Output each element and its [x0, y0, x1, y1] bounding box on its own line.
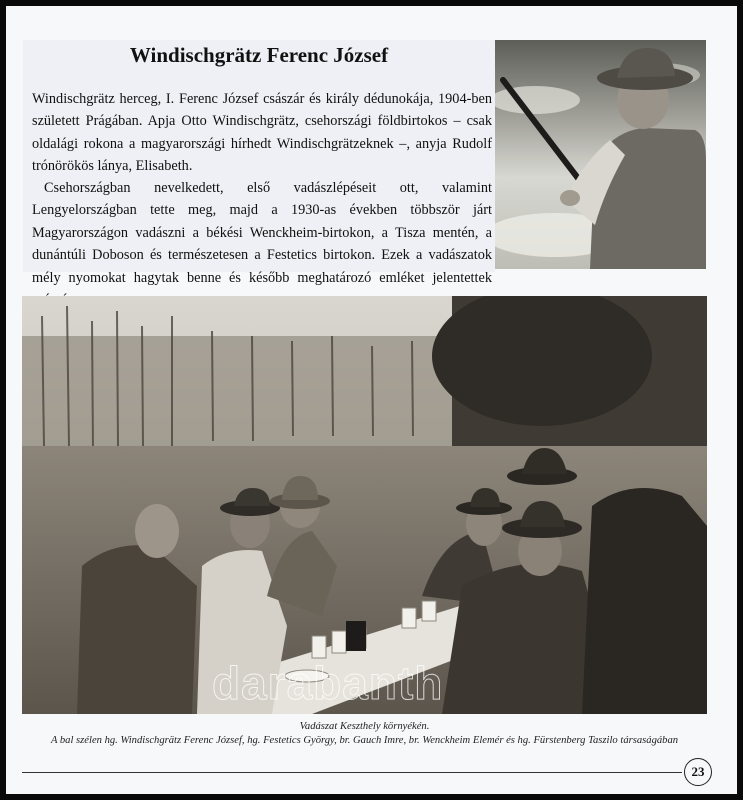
portrait-photo — [495, 40, 706, 269]
article-title: Windischgrätz Ferenc József — [129, 43, 389, 67]
book-page — [6, 6, 737, 794]
group-hunting-photo — [22, 296, 707, 714]
group-hunting-photo-drawing — [22, 296, 707, 714]
article-paragraph-2: Csehországban nevelkedett, első vadászlépéseit ott, valamint Lengyelországban tette meg, majd a 1930-as években többször járt Magyarországon vadászni a békési Wenckheim-birtokon, a Tisza mentén, a dunántúli Doboson és természetesen a Festetics birtokon. Ezek a vadászatok mély nyomokat hagytak benne és később meghatározó emléket jelentettek — [32, 180, 492, 286]
article-text-block — [23, 40, 495, 286]
page-number: 23 — [684, 758, 712, 786]
photo-caption-title: Vadászat Keszthely környékén. — [299, 721, 430, 732]
portrait-photo-drawing — [495, 40, 706, 269]
watermark-text: darabanth — [212, 657, 444, 709]
footer-rule — [22, 772, 682, 773]
article-paragraph-1: Windischgrätz herceg, I. Ferenc József császár és király dédunokája, 1904-ben született Prágában. Apja Otto Windischgrätz, csehországi földbirtokos – csak oldalági rokona a magyarországi hírhedt Windischgrätzeknek –, anyja Rudolf trónörökös lánya, Elisabeth. — [32, 91, 492, 175]
photo-caption-names: A bal szélen hg. Windischgrätz Ferenc József, hg. Festetics György, br. Gauch Imre, br. Wenckheim Elemér és hg. Fürstenberg Taszilo társaságában — [50, 735, 679, 746]
